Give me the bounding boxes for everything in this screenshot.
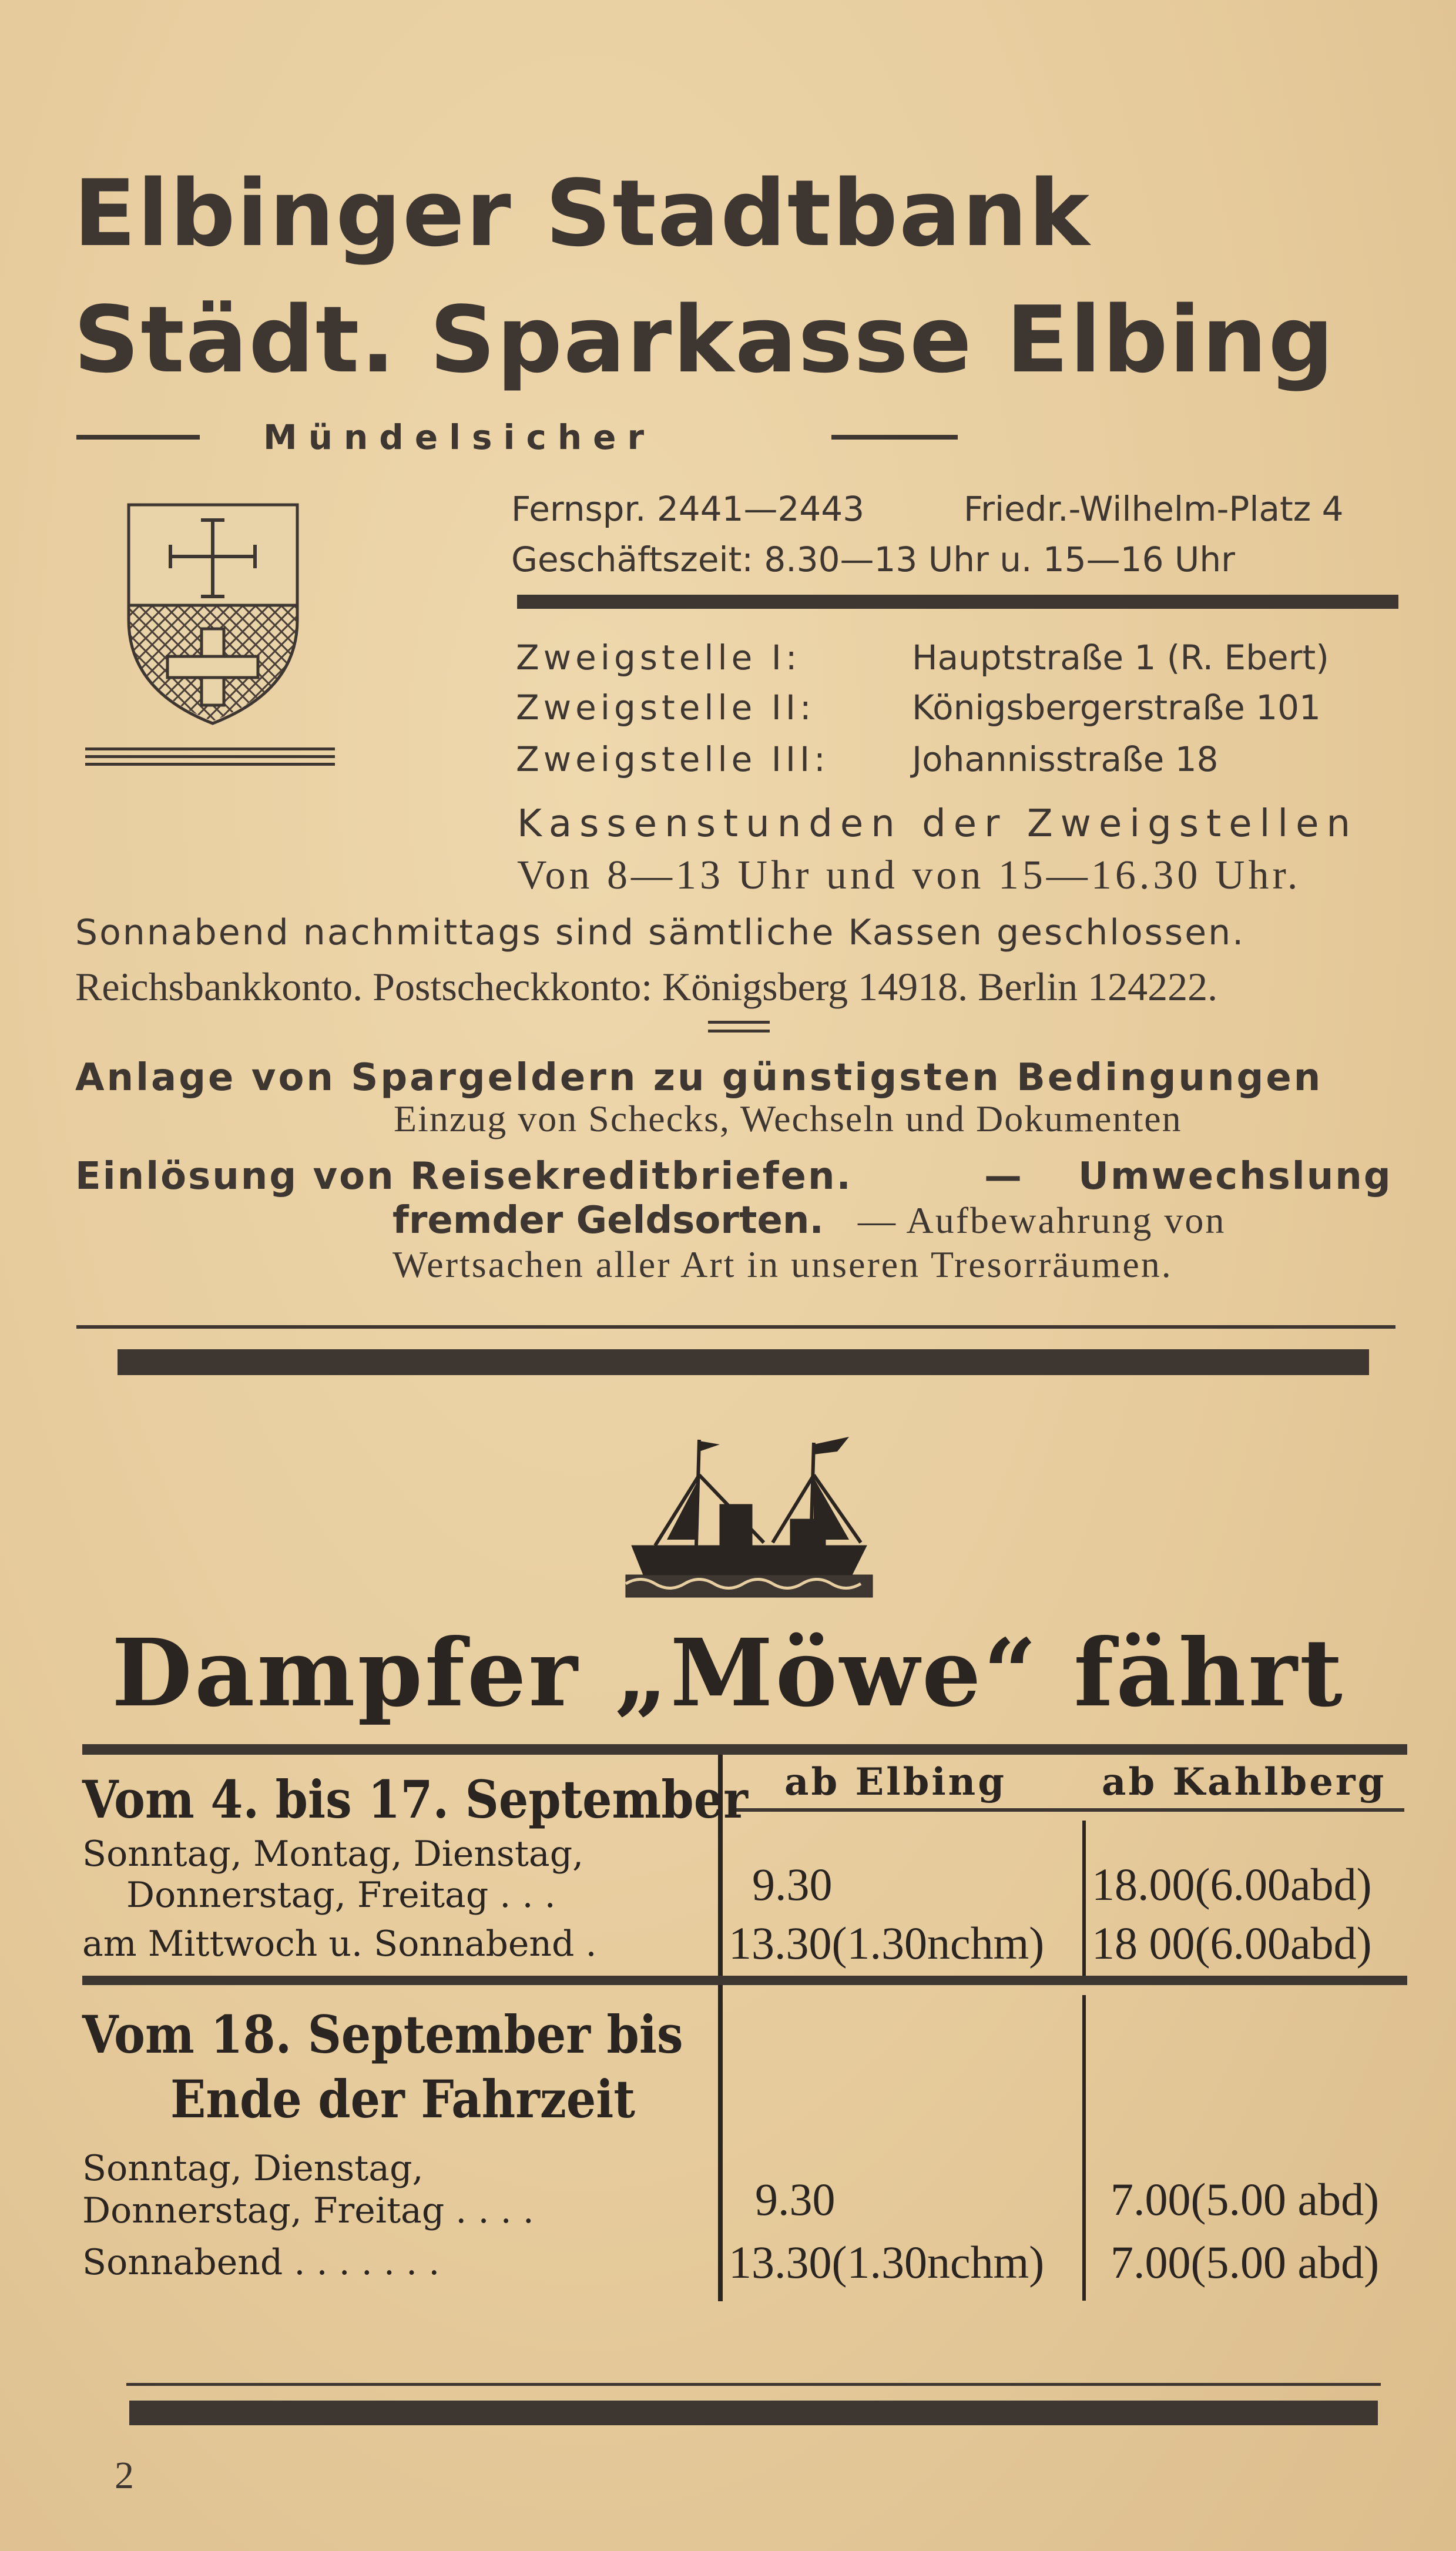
period-2-row-1-elbing: 9.30 xyxy=(755,2174,836,2225)
service-dash: — xyxy=(984,1155,1022,1198)
period-2-row-1-kahlberg: 7.00(5.00 abd) xyxy=(1111,2174,1380,2225)
bank-title-line2: Städt. Sparkasse Elbing xyxy=(73,286,1335,393)
header-from-kahlberg: ab Kahlberg xyxy=(1102,1760,1387,1804)
branch-3-address: Johannisstraße 18 xyxy=(912,739,1219,779)
bank-title-line1: Elbinger Stadtbank xyxy=(73,160,1091,267)
table-top-rule xyxy=(82,1744,1407,1755)
table-divider-times-1 xyxy=(1082,1821,1086,1978)
table-divider-days xyxy=(718,1755,723,2301)
branch-2-label: Zweigstelle II: xyxy=(516,688,816,728)
table-divider-times-2 xyxy=(1082,1995,1086,2301)
coat-of-arms-icon xyxy=(126,502,300,726)
address: Friedr.-Wilhelm-Platz 4 xyxy=(964,489,1344,529)
period-2-row-1-days-b: Donnerstag, Freitag . . . . xyxy=(82,2190,534,2231)
bottom-rule-thin xyxy=(126,2383,1381,2386)
page-number: 2 xyxy=(115,2454,134,2497)
branch-1-address: Hauptstraße 1 (R. Ebert) xyxy=(912,638,1329,678)
period-2-row-2-days: Sonnabend . . . . . . . xyxy=(82,2242,440,2283)
section-rule-thin xyxy=(76,1325,1395,1329)
info-divider xyxy=(517,595,1398,609)
branch-1-label: Zweigstelle I: xyxy=(516,638,801,678)
period-1-row-2-kahlberg: 18 00(6.00abd) xyxy=(1092,1918,1372,1969)
tagline-rule-right xyxy=(831,435,958,440)
ferry-title: Dampfer „Möwe“ fährt xyxy=(112,1619,1345,1728)
service-travel-credit: Einlösung von Reisekreditbriefen. xyxy=(75,1155,853,1198)
saturday-note: Sonnabend nachmittags sind sämtliche Kassen geschlossen. xyxy=(75,912,1246,953)
period-1-row-1-days-a: Sonntag, Montag, Dienstag, xyxy=(82,1833,584,1875)
phone: Fernspr. 2441—2443 xyxy=(511,489,865,529)
period-1-row-1-kahlberg: 18.00(6.00abd) xyxy=(1092,1859,1372,1910)
service-exchange: Umwechslung xyxy=(1078,1155,1393,1198)
service-collection: Einzug von Schecks, Wechseln und Dokumenten xyxy=(394,1098,1182,1139)
service-currencies: fremder Geldsorten. xyxy=(392,1199,824,1242)
period-2-row-1-days-a: Sonntag, Dienstag, xyxy=(82,2148,424,2189)
tagline-rule-left xyxy=(76,435,200,440)
period-1-row-2-days: am Mittwoch u. Sonnabend . xyxy=(82,1923,597,1965)
branch-2-address: Königsbergerstraße 101 xyxy=(912,688,1321,728)
branch-3-label: Zweigstelle III: xyxy=(516,739,830,779)
header-underline xyxy=(729,1808,1404,1812)
arms-rule-3 xyxy=(85,763,335,766)
period-2-title-b: Ende der Fahrzeit xyxy=(170,2069,635,2130)
accounts: Reichsbankkonto. Postscheckkonto: Königsberg 14918. Berlin 124222. xyxy=(75,964,1218,1009)
business-hours: Geschäftszeit: 8.30—13 Uhr u. 15—16 Uhr xyxy=(511,539,1235,579)
small-divider-1 xyxy=(708,1021,770,1024)
branch-hours-title: Kassenstunden der Zweigstellen xyxy=(517,802,1358,846)
period-1-row-1-days-b: Donnerstag, Freitag . . . xyxy=(126,1875,556,1916)
arms-rule-2 xyxy=(85,755,335,758)
section-rule-thick xyxy=(118,1349,1369,1375)
small-divider-2 xyxy=(708,1030,770,1033)
tagline: Mündelsicher xyxy=(263,417,656,457)
period-1-row-1-elbing: 9.30 xyxy=(752,1859,833,1910)
table-mid-rule xyxy=(82,1976,1407,1985)
service-storage: — Aufbewahrung von xyxy=(858,1199,1226,1241)
period-1-row-2-elbing: 13.30(1.30nchm) xyxy=(729,1918,1045,1969)
period-2-row-2-kahlberg: 7.00(5.00 abd) xyxy=(1111,2237,1380,2288)
branch-hours: Von 8—13 Uhr und von 15—16.30 Uhr. xyxy=(517,853,1301,898)
arms-rule-1 xyxy=(85,747,335,750)
bottom-rule-thick xyxy=(129,2401,1378,2425)
period-1-title: Vom 4. bis 17. September xyxy=(82,1769,748,1830)
header-from-elbing: ab Elbing xyxy=(784,1760,1007,1804)
steamship-icon xyxy=(620,1434,878,1604)
period-2-row-2-elbing: 13.30(1.30nchm) xyxy=(729,2237,1045,2288)
service-vault: Wertsachen aller Art in unseren Tresorräumen. xyxy=(392,1243,1173,1285)
period-2-title-a: Vom 18. September bis xyxy=(82,2004,683,2065)
service-savings: Anlage von Spargeldern zu günstigsten Bedingungen xyxy=(75,1056,1323,1099)
